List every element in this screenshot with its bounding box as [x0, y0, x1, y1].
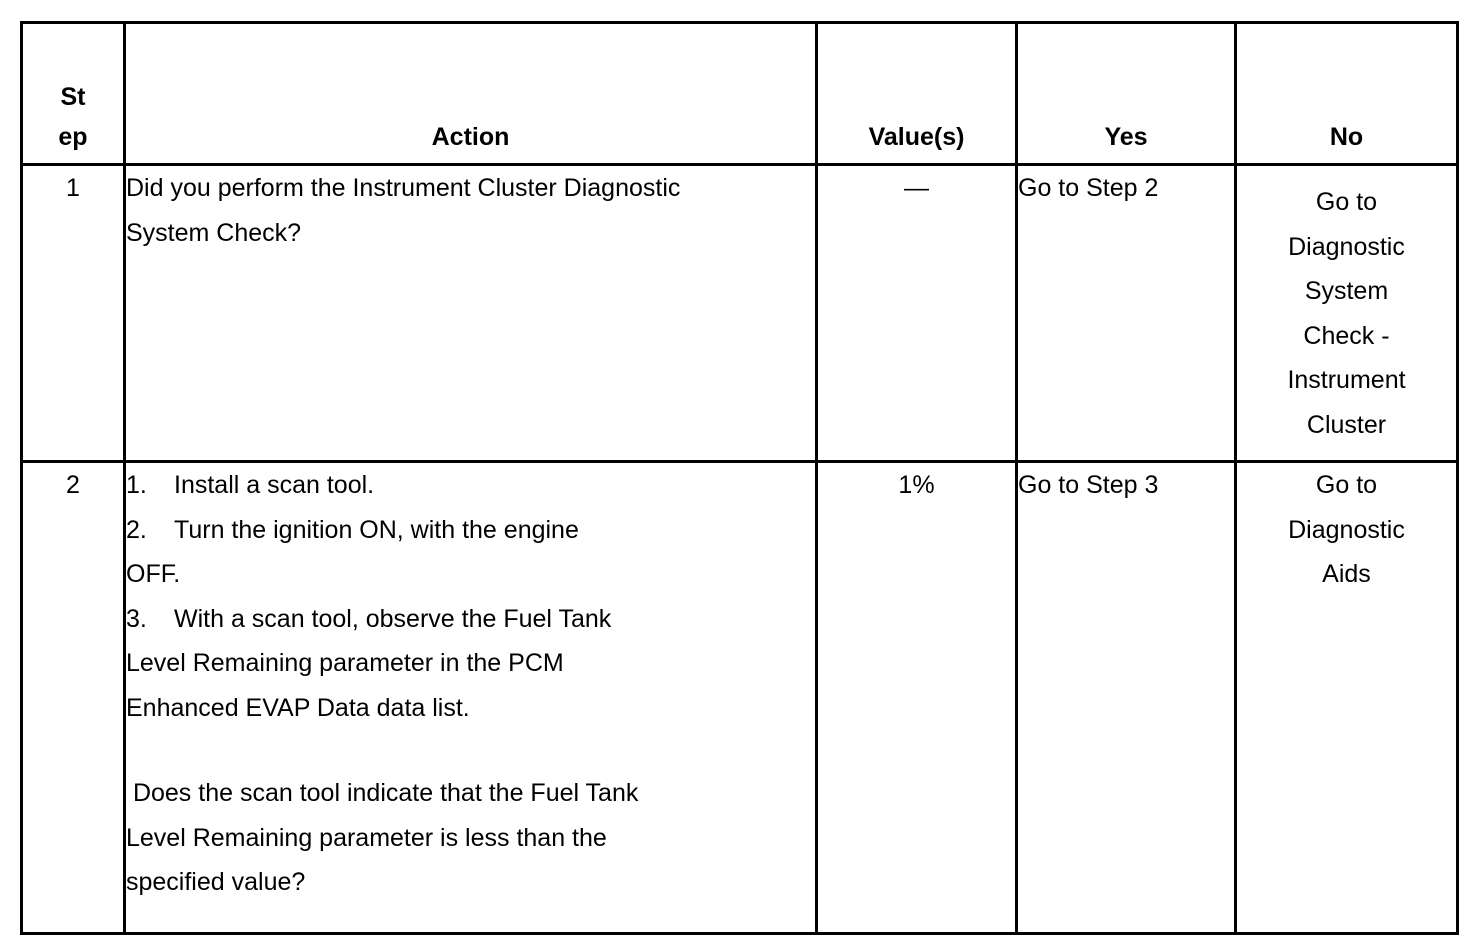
header-action: Action: [125, 23, 817, 165]
table-header-row: [22, 23, 1458, 165]
diagnostic-table: [20, 21, 1459, 935]
table-row: [22, 165, 1458, 462]
action-item: 3. With a scan tool, observe the Fuel Tank: [126, 604, 612, 633]
header-step: St ep: [22, 23, 125, 165]
no-line: Aids: [1322, 560, 1371, 588]
step-number: 2: [22, 462, 125, 934]
header-yes: Yes: [1017, 23, 1236, 165]
step-number: 1: [22, 165, 125, 462]
yes-cell: Go to Step 3: [1017, 462, 1236, 934]
no-line: Diagnostic: [1288, 515, 1405, 544]
action-item-cont: Enhanced EVAP Data data list.: [126, 693, 470, 722]
action-item: 1. Install a scan tool.: [126, 471, 375, 499]
no-line: Cluster: [1306, 410, 1387, 439]
yes-cell: Go to Step 2: [1017, 165, 1236, 462]
no-line: System: [1304, 277, 1389, 305]
no-line: Go to: [1315, 471, 1378, 499]
action-item: 2. Turn the ignition ON, with the engine: [126, 515, 579, 544]
action-cell: [125, 165, 817, 462]
action-question: Does the scan tool indicate that the Fuel Tank: [126, 779, 639, 807]
action-item-cont: OFF.: [126, 560, 181, 588]
header-no: No: [1236, 23, 1458, 165]
action-item-cont: Level Remaining parameter in the PCM: [126, 649, 564, 677]
action-line: System Check?: [126, 218, 302, 247]
no-line: Check -: [1303, 321, 1390, 350]
value-cell: —: [817, 165, 1017, 462]
no-line: Go to: [1315, 188, 1378, 216]
action-cell: [125, 462, 817, 934]
header-values: Value(s): [817, 23, 1017, 165]
no-cell: [1236, 165, 1458, 462]
action-line: Did you perform the Instrument Cluster Diagnostic: [126, 174, 681, 202]
no-line: Instrument: [1287, 366, 1406, 394]
action-question: specified value?: [126, 868, 306, 896]
value-cell: 1%: [817, 462, 1017, 934]
no-line: Diagnostic: [1288, 232, 1405, 261]
table-row: [22, 462, 1458, 934]
no-cell: [1236, 462, 1458, 934]
action-question: Level Remaining parameter is less than the: [126, 823, 607, 852]
